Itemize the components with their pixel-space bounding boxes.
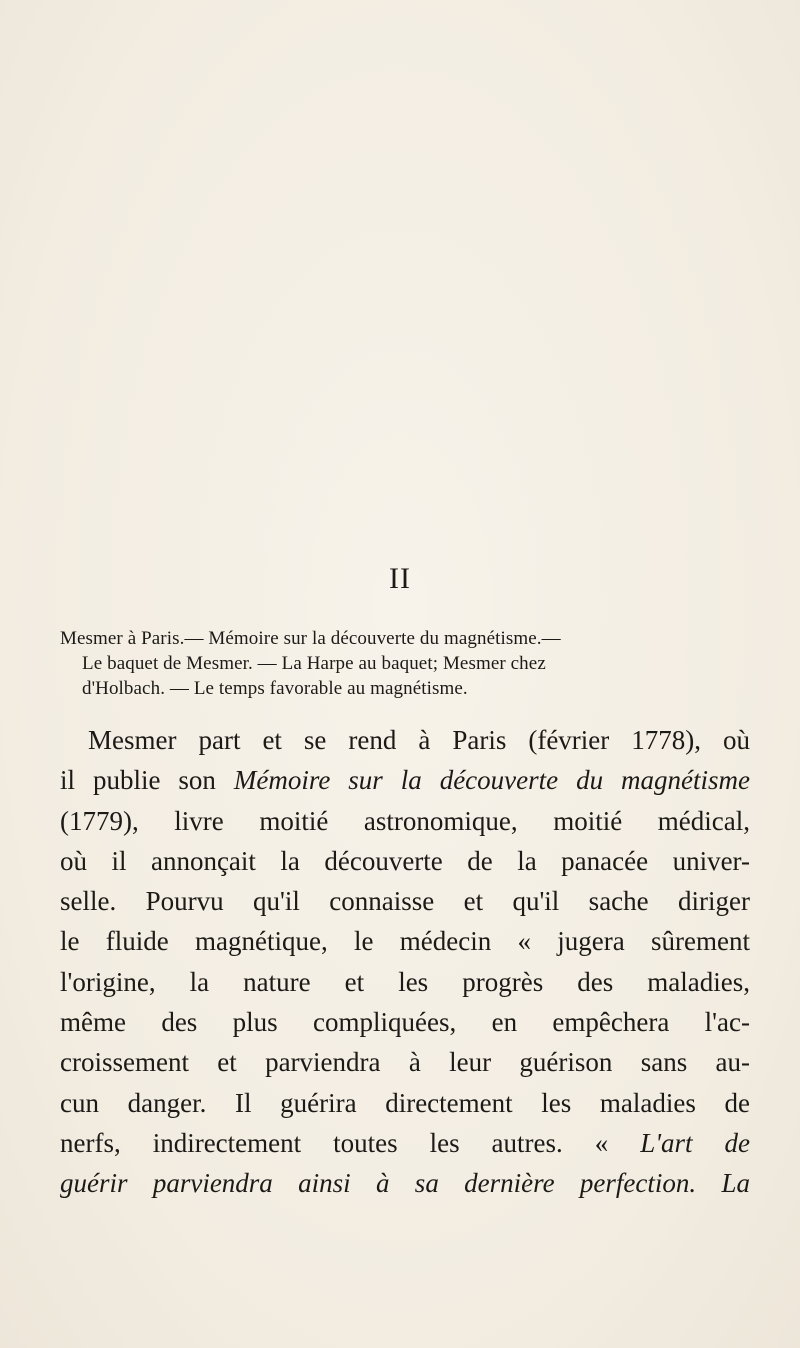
body-line-7: l'origine, la nature et les progrès des maladies, (60, 966, 750, 997)
summary-line-3: d'Holbach. — Le temps favorable au magnétisme. (82, 678, 468, 699)
body-line-10: cun danger. Il guérira directement les maladies de (60, 1087, 750, 1118)
chapter-summary (60, 626, 750, 701)
body-line-1: Mesmer part et se rend à Paris (février 1778), où (88, 725, 750, 755)
summary-line-2: Le baquet de Mesmer. — La Harpe au baquet; Mesmer chez (82, 653, 546, 674)
body-line-11-text: nerfs, indirectement toutes les autres. « (60, 1127, 641, 1158)
body-line-8: même des plus compliquées, en empêchera l'ac- (60, 1007, 750, 1038)
body-line-5: selle. Pourvu qu'il connaisse et qu'il sache diriger (60, 886, 750, 917)
body-line-6: le fluide magnétique, le médecin « jugera sûrement (60, 926, 750, 957)
body-line-4: où il annonçait la découverte de la panacée univer- (60, 845, 750, 876)
body-line-12: guérir parviendra ainsi à sa dernière perfection. La (60, 1168, 750, 1199)
memoire-title: Mémoire sur la découverte du magnétisme (233, 765, 750, 796)
body-line-9: croissement et parviendra à leur guérison sans au- (60, 1047, 750, 1078)
quote-start: L'art de (640, 1127, 750, 1158)
body-line-2-text: il publie son (60, 765, 234, 796)
summary-line-1: Mesmer à Paris.— Mémoire sur la découverte du magnétisme.— (60, 628, 561, 649)
body-line-11 (60, 1123, 750, 1163)
body-line-3: (1779), livre moitié astronomique, moitié médical, (60, 805, 750, 836)
body-text (60, 720, 750, 1204)
body-line-2 (60, 760, 750, 800)
chapter-number: II (389, 562, 411, 595)
